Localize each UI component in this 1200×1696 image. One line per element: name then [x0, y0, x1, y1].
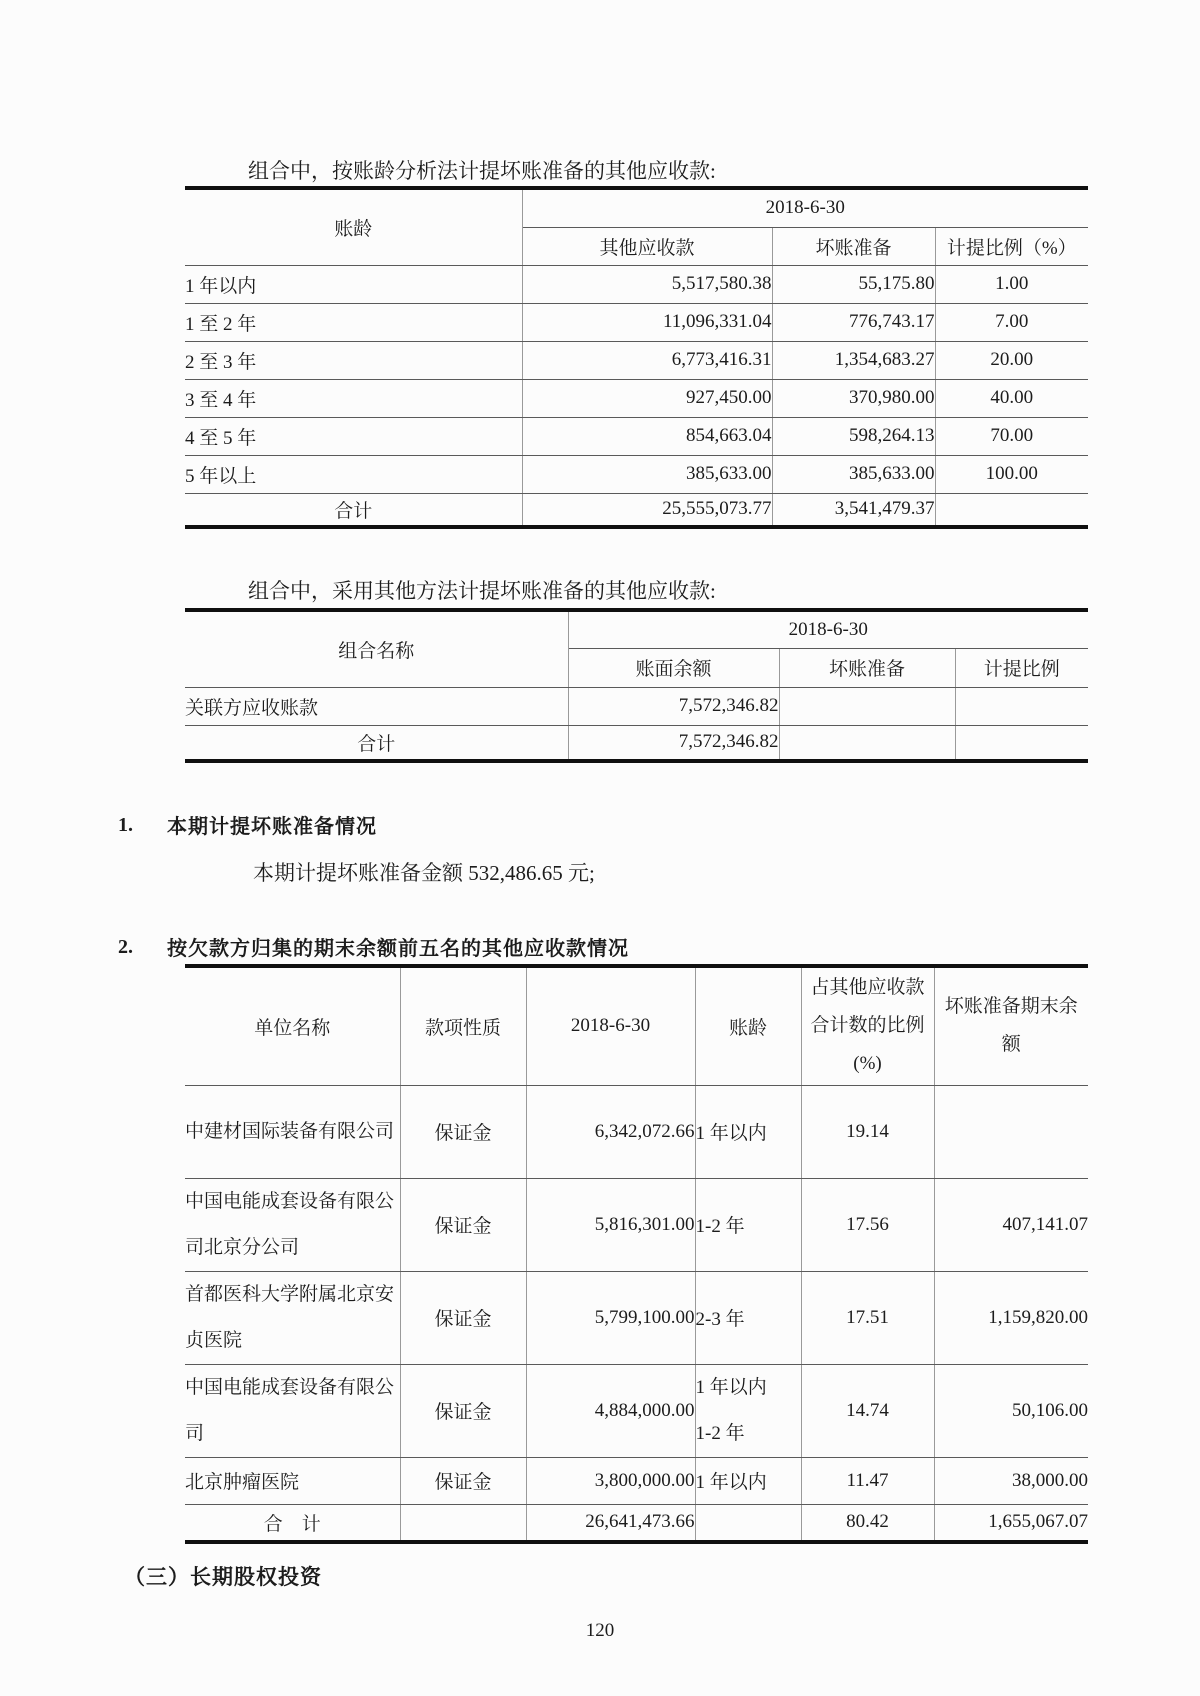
- top5-table: [185, 964, 1088, 1544]
- ratio-value: 11.47: [801, 1457, 934, 1504]
- col-header-provision: 坏账准备: [779, 648, 955, 687]
- ratio-value: 19.14: [801, 1085, 934, 1178]
- col-header-provision: 坏账准备: [772, 227, 935, 265]
- provision-header-line2: 额: [1001, 1034, 1021, 1056]
- receivable-value: 854,663.04: [522, 417, 772, 455]
- nature-value: 保证金: [400, 1085, 526, 1178]
- total-age: [695, 1504, 801, 1542]
- col-header-provision-balance: [934, 966, 1088, 1085]
- table-header-row: [185, 966, 1088, 1085]
- aging-table: [185, 186, 1088, 529]
- provision-value: 598,264.13: [772, 417, 935, 455]
- ratio-value: 40.00: [935, 379, 1088, 417]
- ratio-value: [955, 687, 1088, 725]
- table-row: [185, 265, 1088, 303]
- unit-name: 首都医科大学附属北京安贞医院: [185, 1271, 400, 1364]
- col-header-unit: 单位名称: [185, 966, 400, 1085]
- ratio-value: 70.00: [935, 417, 1088, 455]
- total-provision: 3,541,479.37: [772, 493, 935, 527]
- table-row: [185, 687, 1088, 725]
- unit-name: 中建材国际装备有限公司: [185, 1085, 400, 1178]
- aging-label: 1 年以内: [185, 265, 522, 303]
- ratio-header-line1: 占其他应收款: [810, 977, 925, 999]
- provision-balance-value: 1,159,820.00: [934, 1271, 1088, 1364]
- ratio-value: 100.00: [935, 455, 1088, 493]
- amount-value: 5,799,100.00: [526, 1271, 695, 1364]
- col-header-date: 2018-6-30: [526, 966, 695, 1085]
- nature-value: 保证金: [400, 1457, 526, 1504]
- col-header-ratio: [801, 966, 934, 1085]
- aging-label: 1 至 2 年: [185, 303, 522, 341]
- col-header-receivable: 其他应收款: [522, 227, 772, 265]
- table-total-row: [185, 493, 1088, 527]
- ratio-value: 14.74: [801, 1364, 934, 1457]
- provision-value: 370,980.00: [772, 379, 935, 417]
- receivable-value: 927,450.00: [522, 379, 772, 417]
- amount-value: 5,816,301.00: [526, 1178, 695, 1271]
- nature-value: 保证金: [400, 1364, 526, 1457]
- table-header-row: [185, 610, 1088, 648]
- aging-label: 3 至 4 年: [185, 379, 522, 417]
- total-ratio: [955, 725, 1088, 761]
- receivable-value: 11,096,331.04: [522, 303, 772, 341]
- provision-balance-value: 38,000.00: [934, 1457, 1088, 1504]
- section-1-heading: 本期计提坏账准备情况: [167, 816, 377, 838]
- unit-name: 中国电能成套设备有限公司: [185, 1364, 400, 1457]
- table-row: [185, 417, 1088, 455]
- ratio-value: 7.00: [935, 303, 1088, 341]
- ratio-header-line2: 合计数的比例: [810, 1015, 925, 1037]
- total-label: 合 计: [185, 1504, 400, 1542]
- age-value: 1 年以内: [695, 1457, 801, 1504]
- table-row: [185, 1271, 1088, 1364]
- table-row: [185, 341, 1088, 379]
- col-header-nature: 款项性质: [400, 966, 526, 1085]
- provision-value: [779, 687, 955, 725]
- amount-value: 3,800,000.00: [526, 1457, 695, 1504]
- table-row: [185, 1178, 1088, 1271]
- page-number: 120: [585, 1620, 615, 1641]
- nature-value: 保证金: [400, 1271, 526, 1364]
- section-2-heading: 按欠款方归集的期末余额前五名的其他应收款情况: [167, 938, 629, 960]
- aging-label: 2 至 3 年: [185, 341, 522, 379]
- total-label: 合计: [185, 493, 522, 527]
- col-header-book-balance: 账面余额: [568, 648, 779, 687]
- table-total-row: [185, 1504, 1088, 1542]
- total-nature: [400, 1504, 526, 1542]
- total-book-balance: 7,572,346.82: [568, 725, 779, 761]
- age-value: 1-2 年: [695, 1178, 801, 1271]
- aging-table-title: 组合中，按账龄分析法计提坏账准备的其他应收款:: [248, 159, 716, 183]
- section-3-heading: （三）长期股权投资: [124, 1565, 322, 1589]
- total-provision: [779, 725, 955, 761]
- section-2-number: 2.: [118, 936, 133, 958]
- aging-col-header: 账龄: [185, 188, 522, 265]
- provision-value: 1,354,683.27: [772, 341, 935, 379]
- nature-value: 保证金: [400, 1178, 526, 1271]
- provision-balance-value: 407,141.07: [934, 1178, 1088, 1271]
- age-value: 2-3 年: [695, 1271, 801, 1364]
- table-row: [185, 1085, 1088, 1178]
- aging-label: 4 至 5 年: [185, 417, 522, 455]
- total-provision-balance: 1,655,067.07: [988, 1511, 1088, 1533]
- provision-balance-value: [934, 1085, 1088, 1178]
- total-amount: 26,641,473.66: [526, 1504, 695, 1542]
- total-receivable: 25,555,073.77: [522, 493, 772, 527]
- table-row: [185, 1364, 1088, 1457]
- provision-balance-value: 50,106.00: [934, 1364, 1088, 1457]
- table-header-row: [185, 188, 1088, 227]
- total-ratio: [935, 493, 1088, 527]
- section-1-number: 1.: [118, 814, 133, 836]
- ratio-value: 17.56: [801, 1178, 934, 1271]
- provision-header-line1: 坏账准备期末余: [944, 996, 1078, 1018]
- date-header: 2018-6-30: [568, 610, 1088, 648]
- portfolio-col-header: 组合名称: [185, 610, 568, 687]
- ratio-value: 17.51: [801, 1271, 934, 1364]
- age-line1: 1 年以内: [695, 1376, 767, 1398]
- receivable-value: 5,517,580.38: [522, 265, 772, 303]
- amount-value: 4,884,000.00: [526, 1364, 695, 1457]
- ratio-value: 1.00: [935, 265, 1088, 303]
- table-row: [185, 303, 1088, 341]
- table-total-row: [185, 725, 1088, 761]
- date-header: 2018-6-30: [522, 188, 1088, 227]
- total-label: 合计: [185, 725, 568, 761]
- unit-name: 北京肿瘤医院: [185, 1457, 400, 1504]
- col-header-ratio: 计提比例（%）: [935, 227, 1088, 265]
- section-1-body: 本期计提坏账准备金额 532,486.65 元;: [253, 861, 595, 885]
- provision-value: 55,175.80: [772, 265, 935, 303]
- other-method-table-title: 组合中，采用其他方法计提坏账准备的其他应收款:: [248, 579, 716, 603]
- provision-value: 776,743.17: [772, 303, 935, 341]
- amount-value: 6,342,072.66: [526, 1085, 695, 1178]
- total-ratio: 80.42: [801, 1504, 934, 1542]
- book-balance-value: 7,572,346.82: [568, 687, 779, 725]
- receivable-value: 385,633.00: [522, 455, 772, 493]
- table-row: [185, 455, 1088, 493]
- table-row: [185, 379, 1088, 417]
- provision-value: 385,633.00: [772, 455, 935, 493]
- unit-name: 中国电能成套设备有限公司北京分公司: [185, 1178, 400, 1271]
- portfolio-label: 关联方应收账款: [185, 687, 568, 725]
- receivable-value: 6,773,416.31: [522, 341, 772, 379]
- ratio-value: 20.00: [935, 341, 1088, 379]
- other-method-table: [185, 608, 1088, 763]
- age-line2: 1-2 年: [695, 1422, 745, 1444]
- age-value: 1 年以内: [695, 1085, 801, 1178]
- age-value: [695, 1364, 801, 1457]
- ratio-header-line3: (%): [853, 1053, 882, 1075]
- table-row: [185, 1457, 1088, 1504]
- col-header-ratio: 计提比例: [955, 648, 1088, 687]
- col-header-age: 账龄: [695, 966, 801, 1085]
- aging-label: 5 年以上: [185, 455, 522, 493]
